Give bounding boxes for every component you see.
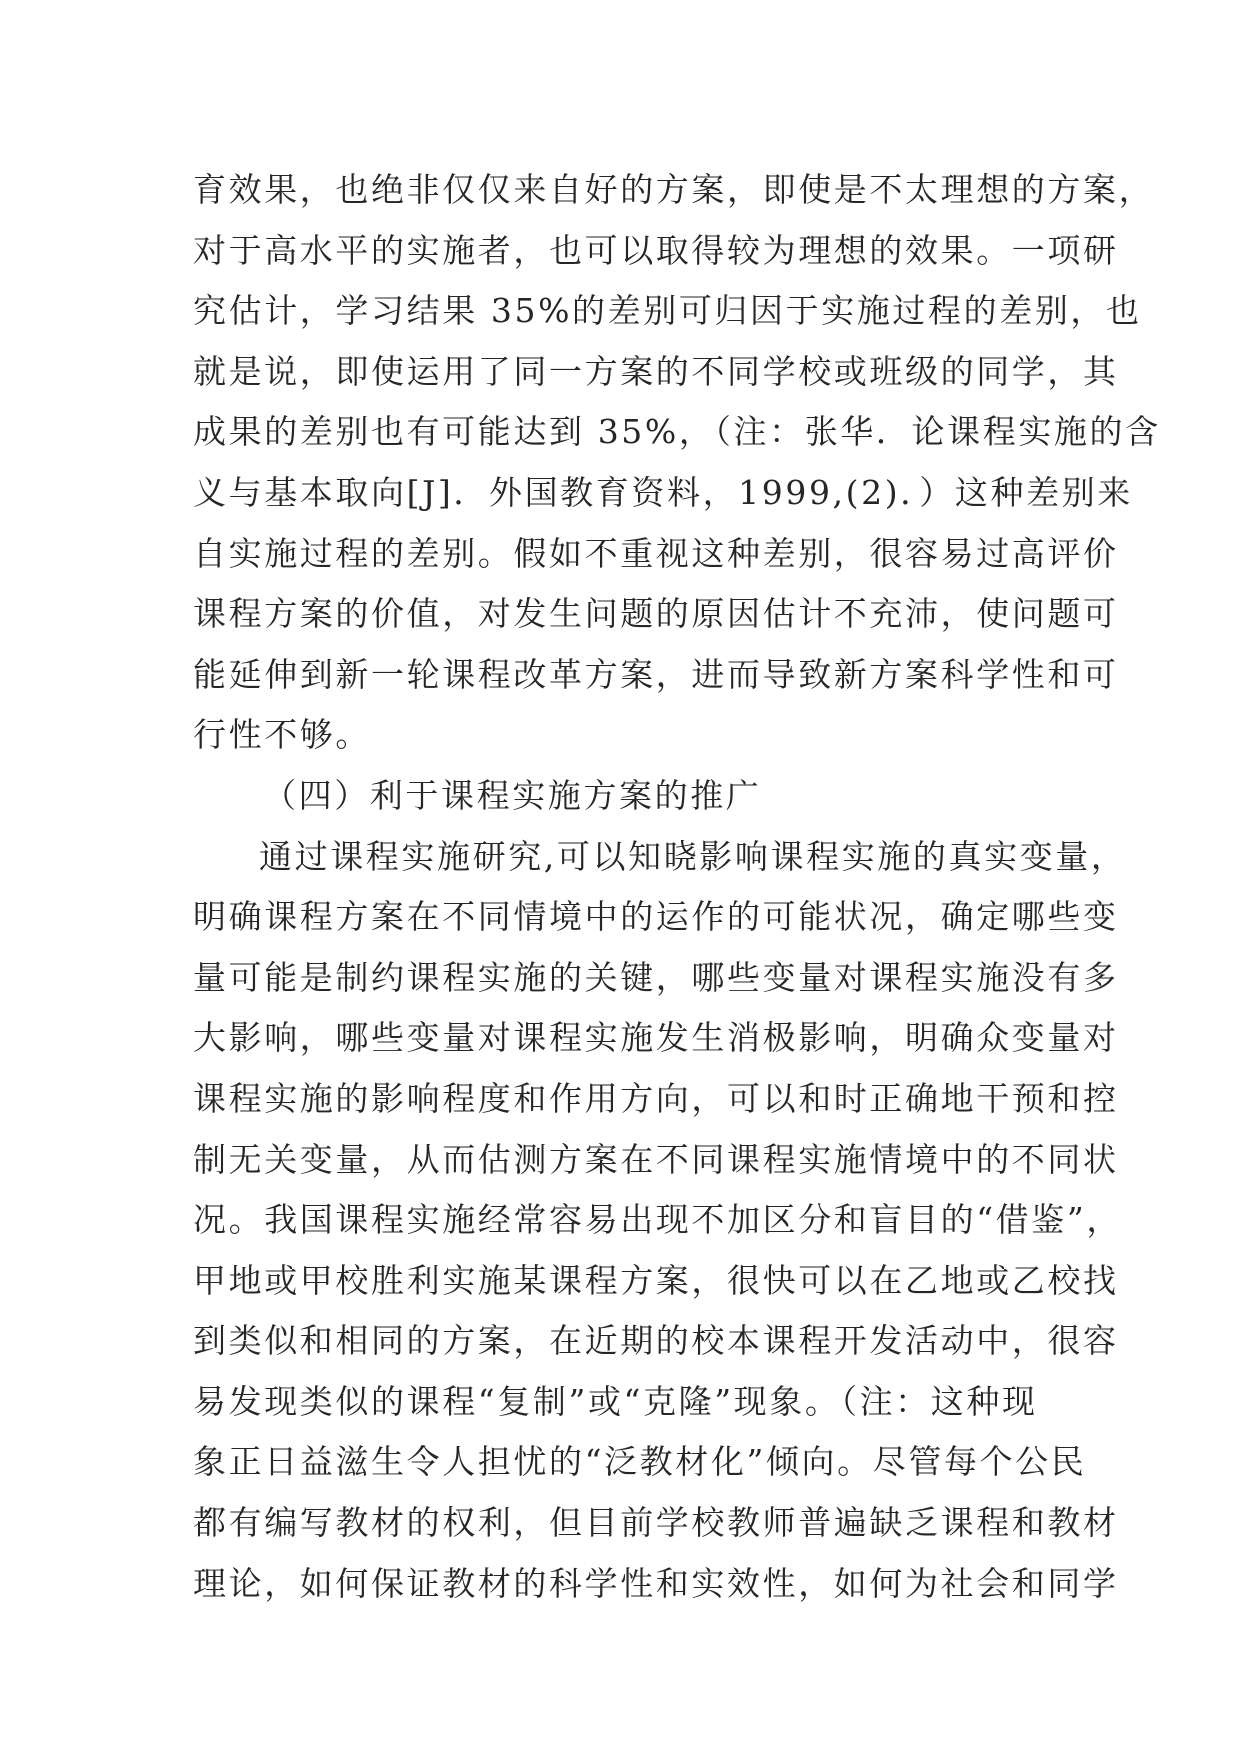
text-line: 究估计，学习结果 35%的差别可归因于实施过程的差别，也 <box>193 291 1142 331</box>
text-line: 义与基本取向[J]．外国教育资料，1999,(2)．）这种差别来 <box>193 472 1133 512</box>
text-line: 到类似和相同的方案，在近期的校本课程开发活动中，很容 <box>193 1321 1119 1361</box>
text-line: 课程实施的影响程度和作用方向，可以和时正确地干预和控 <box>193 1078 1119 1118</box>
text-line: 易发现类似的课程“复制”或“克隆”现象。（注：这种现 <box>193 1381 1038 1421</box>
text-line: 自实施过程的差别。假如不重视这种差别，很容易过高评价 <box>193 533 1119 573</box>
text-line: 大影响，哪些变量对课程实施发生消极影响，明确众变量对 <box>193 1018 1119 1058</box>
text-line: 理论，如何保证教材的科学性和实效性，如何为社会和同学 <box>193 1563 1119 1603</box>
text-line: 制无关变量，从而估测方案在不同课程实施情境中的不同状 <box>193 1139 1119 1179</box>
text-line: 对于高水平的实施者，也可以取得较为理想的效果。一项研 <box>193 230 1119 270</box>
body-text <box>193 160 1161 1614</box>
text-line: 成果的差别也有可能达到 35%，（注：张华．论课程实施的含 <box>193 412 1161 452</box>
text-line: 课程方案的价值，对发生问题的原因估计不充沛，使问题可 <box>193 594 1119 634</box>
text-line: 明确课程方案在不同情境中的运作的可能状况，确定哪些变 <box>193 897 1119 937</box>
text-line: 量可能是制约课程实施的关键，哪些变量对课程实施没有多 <box>193 957 1119 997</box>
section-heading: （四）利于课程实施方案的推广 <box>263 775 762 815</box>
text-line: 象正日益滋生令人担忧的“泛教材化”倾向。尽管每个公民 <box>193 1442 1087 1482</box>
text-line: 通过课程实施研究,可以知晓影响课程实施的真实变量， <box>259 836 1127 876</box>
text-line: 就是说，即使运用了同一方案的不同学校或班级的同学，其 <box>193 351 1119 391</box>
text-line: 育效果，也绝非仅仅来自好的方案，即使是不太理想的方案， <box>193 170 1155 209</box>
text-line: 都有编写教材的权利，但目前学校教师普遍缺乏课程和教材 <box>193 1503 1119 1543</box>
text-line: 行性不够。 <box>193 715 371 755</box>
text-line: 甲地或甲校胜利实施某课程方案，很快可以在乙地或乙校找 <box>193 1260 1119 1300</box>
text-line: 能延伸到新一轮课程改革方案，进而导致新方案科学性和可 <box>193 654 1119 694</box>
text-line: 况。我国课程实施经常容易出现不加区分和盲目的“借鉴”， <box>193 1200 1122 1240</box>
